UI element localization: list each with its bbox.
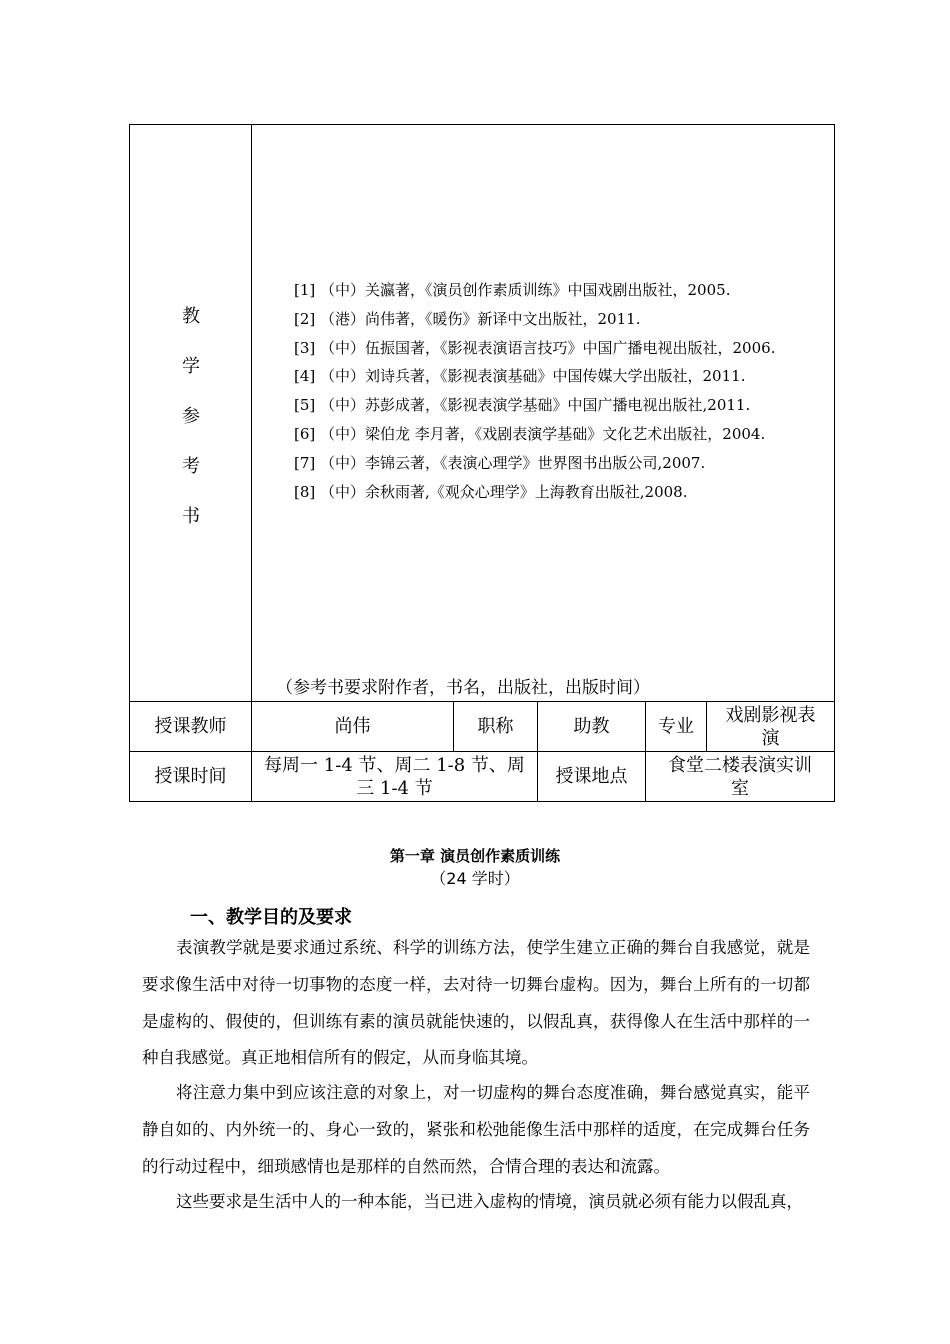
reference-item: [5] （中）苏彭成著，《影视表演学基础》中国广播电视出版社,2011. bbox=[294, 396, 751, 415]
body-paragraph: 将注意力集中到应该注意的对象上，对一切虚构的舞台态度准确，舞台感觉真实，能平静自如的、内外统一的、身心一致的，紧张和松弛能像生活中那样的适度，在完成舞台任务的行动过程中，细琐感情也是那样的自然而然，合情合理的表达和流露。 bbox=[142, 1083, 810, 1176]
ref-books-label bbox=[130, 292, 252, 542]
place-label: 授课地点 bbox=[555, 766, 628, 787]
time-label: 授课时间 bbox=[154, 766, 227, 787]
ref-label-char: 教 bbox=[182, 306, 200, 327]
reference-item: [3] （中）伍振国著，《影视表演语言技巧》中国广播电视出版社，2006. bbox=[294, 338, 776, 357]
teacher-label: 授课教师 bbox=[154, 716, 227, 737]
reference-list bbox=[294, 276, 775, 506]
ref-label-char: 学 bbox=[182, 356, 200, 377]
reference-item: [1] （中）关瀛著，《演员创作素质训练》中国戏剧出版社，2005. bbox=[294, 281, 731, 299]
reference-item: [8] （中）余秋雨著,《观众心理学》上海教育出版社,2008. bbox=[294, 482, 688, 501]
body-paragraph: 这些要求是生活中人的一种本能，当已进入虚构的情境，演员就必须有能力以假乱真， bbox=[176, 1192, 803, 1211]
reference-item: [4] （中）刘诗兵著，《影视表演基础》中国传媒大学出版社，2011. bbox=[294, 367, 746, 386]
reference-item: [6] （中）梁伯龙 李月著，《戏剧表演学基础》文化艺术出版社，2004. bbox=[294, 424, 766, 443]
teacher-value: 尚伟 bbox=[334, 716, 371, 737]
title-label: 职称 bbox=[477, 716, 514, 737]
chapter-title: 第一章 演员创作素质训练 bbox=[389, 847, 561, 865]
title-value: 助教 bbox=[573, 716, 610, 737]
reference-note: （参考书要求附作者，书名，出版社，出版时间） bbox=[276, 678, 650, 698]
ref-label-char: 参 bbox=[182, 406, 200, 427]
time-value: 每周一 1-4 节、周二 1-8 节、周三 1-4 节 bbox=[264, 754, 525, 799]
chapter-hours: （24 学时） bbox=[430, 869, 520, 888]
ref-label-char: 考 bbox=[182, 456, 200, 477]
reference-item: [2] （港）尚伟著，《暖伤》新译中文出版社，2011. bbox=[294, 309, 641, 328]
reference-item: [7] （中）李锦云著，《表演心理学》世界图书出版公司,2007. bbox=[294, 453, 706, 472]
major-value: 戏剧影视表演 bbox=[725, 704, 816, 749]
body-paragraph: 表演教学就是要求通过系统、科学的训练方法，使学生建立正确的舞台自我感觉，就是要求像生活中对待一切事物的态度一样，去对待一切舞台虚构。因为，舞台上所有的一切都是虚构的、假使的，但训练有素的演员就能快速的，以假乱真，获得像人在生活中那样的一种自我感觉。真正地相信所有的假定，从而身临其境。 bbox=[142, 938, 810, 1068]
section-heading: 一、教学目的及要求 bbox=[190, 907, 352, 928]
major-label: 专业 bbox=[658, 716, 694, 737]
ref-label-char: 书 bbox=[182, 506, 200, 527]
place-value: 食堂二楼表演实训室 bbox=[668, 754, 812, 799]
